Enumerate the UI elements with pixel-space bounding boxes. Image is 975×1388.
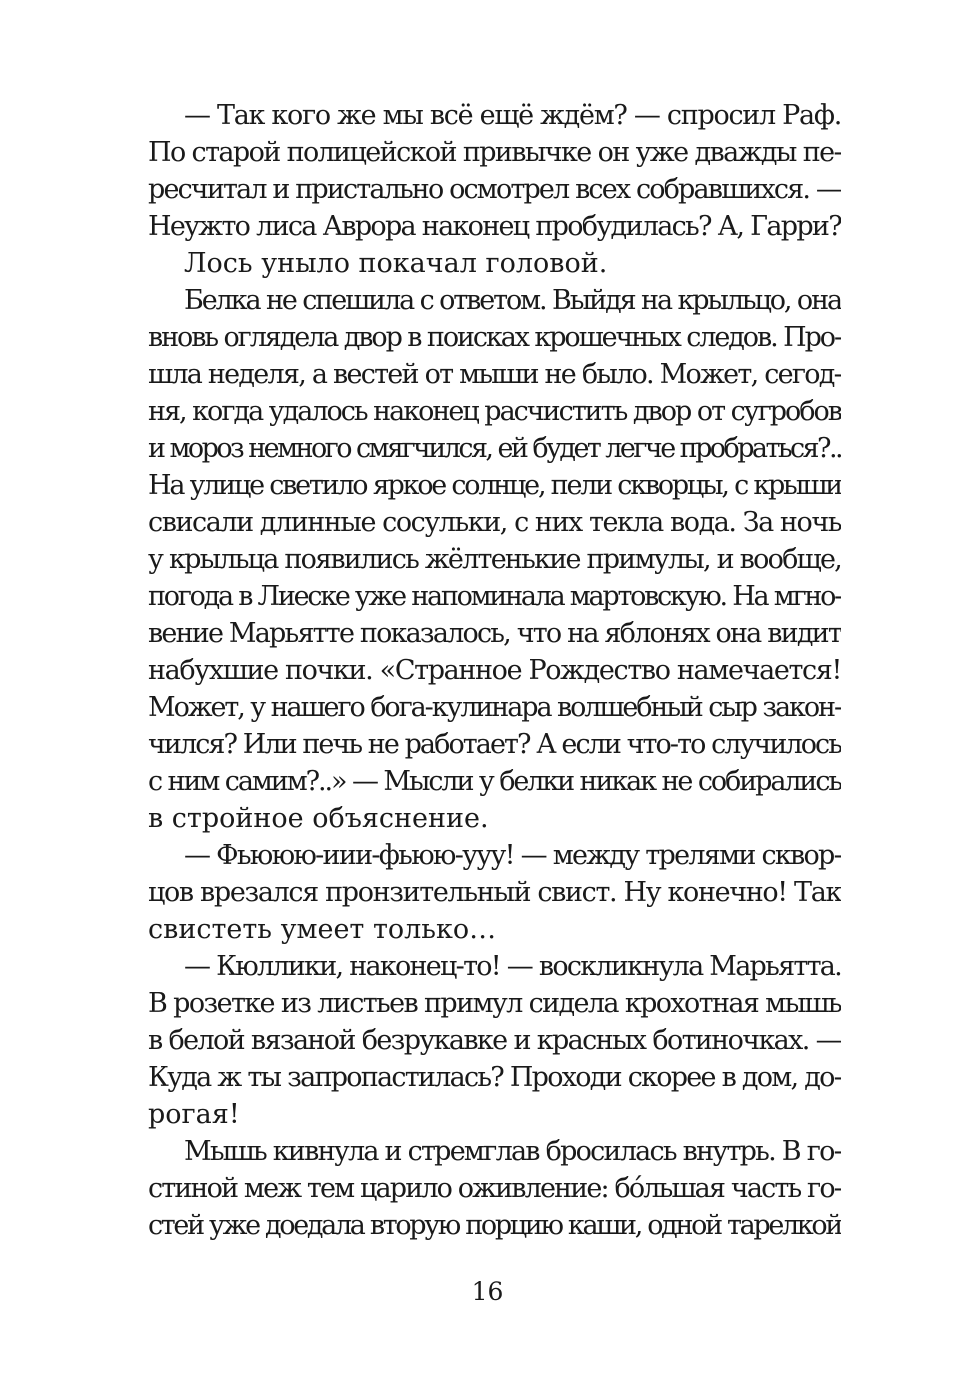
text-line: Лось уныло покачал головой.: [184, 248, 608, 279]
text-line: вновь оглядела двор в поисках крошечных следов. Про-: [148, 322, 841, 353]
text-line: ресчитал и пристально осмотрел всех собравшихся. —: [148, 174, 841, 205]
text-line: Куда ж ты запропастилась? Проходи скорее в дом, до-: [148, 1062, 841, 1093]
text-line: цов врезался пронзительный свист. Ну конечно! Так: [148, 877, 841, 908]
text-line: ня, когда удалось наконец расчистить двор от сугробов: [148, 396, 841, 427]
text-line: у крыльца появились жёлтенькие примулы, и вообще,: [148, 544, 841, 575]
text-line: Белка не спешила с ответом. Выйдя на крыльцо, она: [184, 285, 841, 316]
text-line: свисали длинные сосульки, с них текла вода. За ночь: [148, 507, 841, 538]
text-line: свистеть умеет только…: [148, 914, 497, 945]
text-line: Мышь кивнула и стремглав бросилась внутрь. В го-: [184, 1136, 841, 1167]
text-line: стей уже доедала вторую порцию каши, одной тарелкой: [148, 1210, 841, 1241]
text-line: с ним самим?..» — Мысли у белки никак не собирались: [148, 766, 841, 797]
text-line: в белой вязаной безрукавке и красных ботиночках. —: [148, 1025, 841, 1056]
text-line: чился? Или печь не работает? А если что-то случилось: [148, 729, 841, 760]
text-line: — Так кого же мы всё ещё ждём? — спросил Раф.: [184, 100, 841, 131]
page-number: 16: [471, 1277, 504, 1306]
text-line: Может, у нашего бога-кулинара волшебный сыр закон-: [148, 692, 841, 723]
text-line: погода в Лиеске уже напоминала мартовскую. На мгно-: [148, 581, 841, 612]
body-text: [148, 97, 841, 1244]
text-line: стиной меж тем царило оживление: бóльшая часть го-: [148, 1173, 841, 1204]
text-line: — Кюллики, наконец-то! — воскликнула Марьятта.: [184, 951, 841, 982]
text-line: В розетке из листьев примул сидела крохотная мышь: [148, 988, 841, 1019]
text-line: и мороз немного смягчился, ей будет легче пробраться?..: [148, 433, 841, 464]
text-line: — Фьююю-иии-фьюю-ууу! — между трелями сквор-: [184, 840, 841, 871]
text-line: Неужто лиса Аврора наконец пробудилась? А, Гарри?: [148, 211, 841, 242]
text-line: шла неделя, а вестей от мыши не было. Может, сегод-: [148, 359, 841, 390]
text-line: На улице светило яркое солнце, пели скворцы, с крыши: [148, 470, 841, 501]
text-line: рогая!: [148, 1099, 240, 1130]
text-line: По старой полицейской привычке он уже дважды пе-: [148, 137, 841, 168]
text-line: набухшие почки. «Странное Рождество намечается!: [148, 655, 841, 686]
text-line: вение Марьятте показалось, что на яблонях она видит: [148, 618, 841, 649]
text-line: в стройное объяснение.: [148, 803, 489, 834]
